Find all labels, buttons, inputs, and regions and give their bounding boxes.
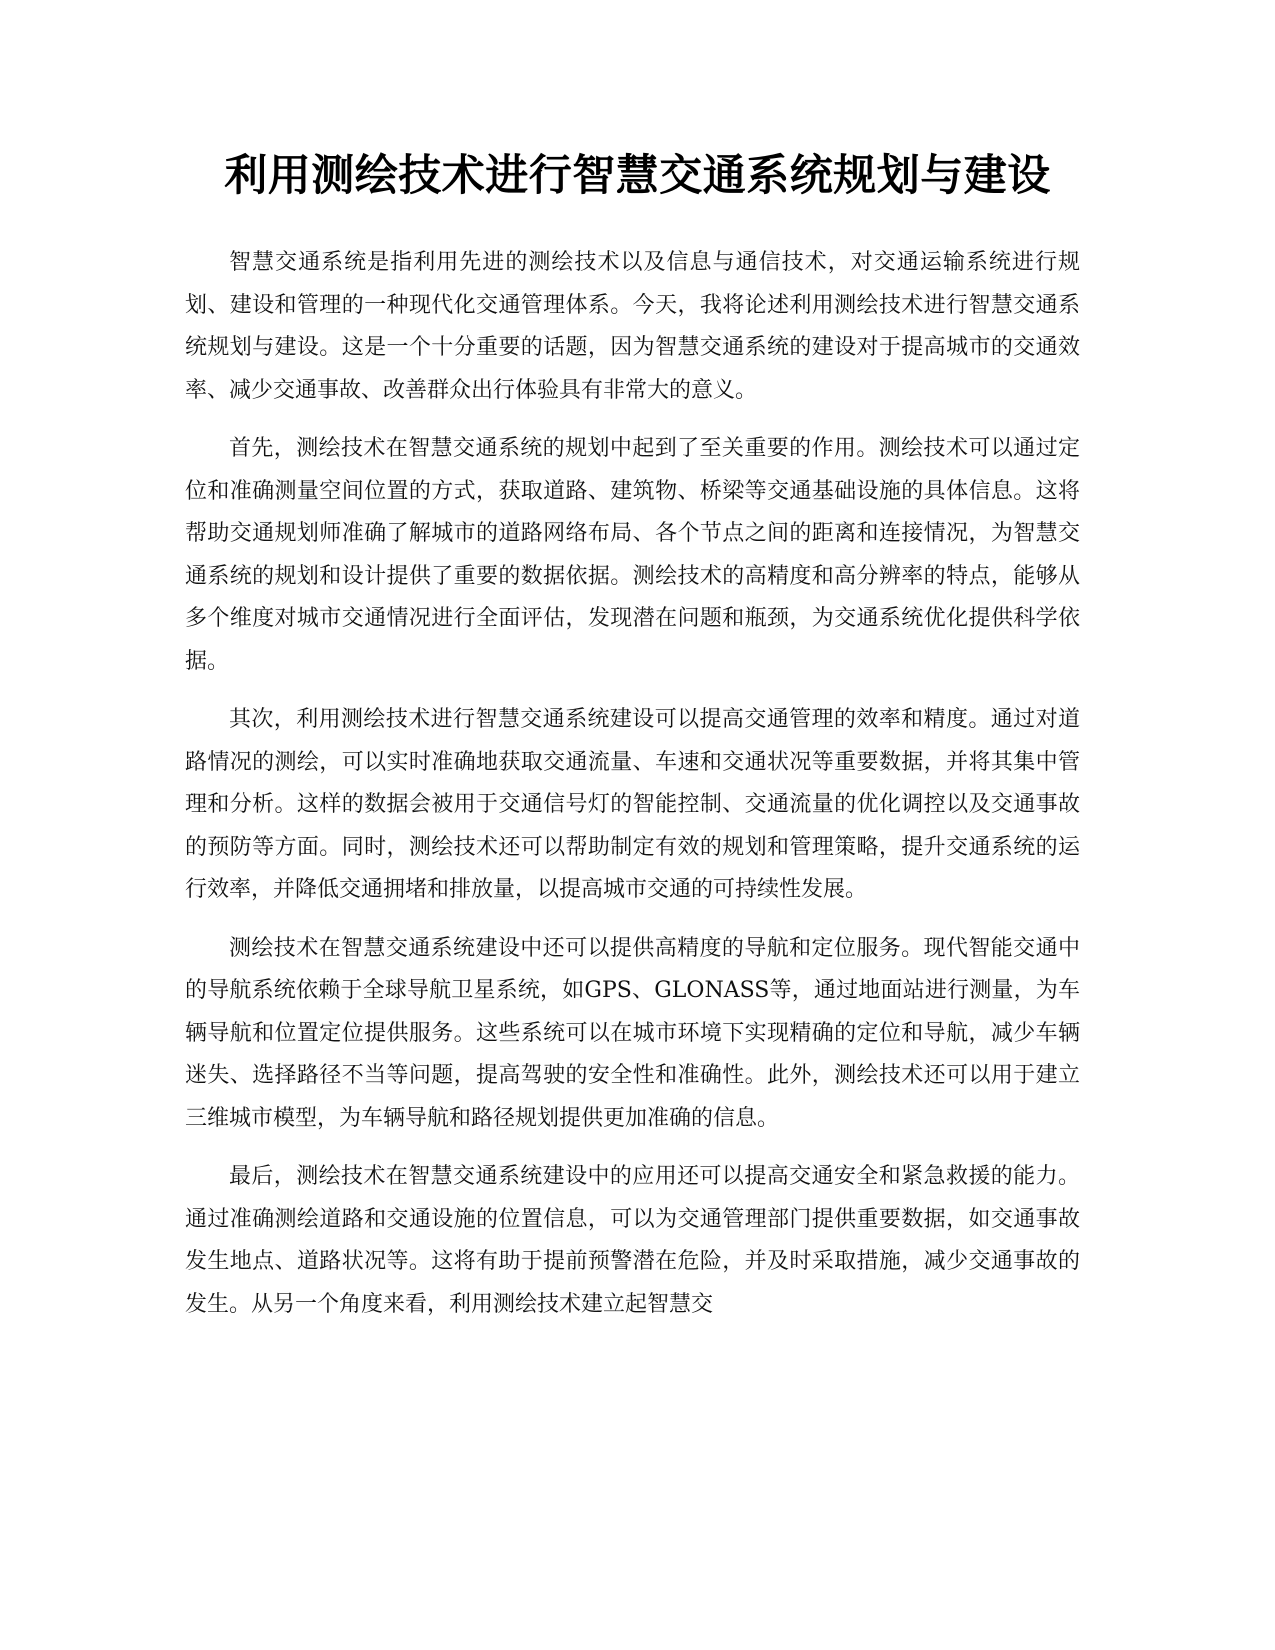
paragraph-2: 首先，测绘技术在智慧交通系统的规划中起到了至关重要的作用。测绘技术可以通过定位和准确测量空间位置的方式，获取道路、建筑物、桥梁等交通基础设施的具体信息。这将帮助交通规划师准确了解城市的道路网络布局、各个节点之间的距离和连接情况，为智慧交通系统的规划和设计提供了重要的数据依据。测绘技术的高精度和高分辨率的特点，能够从多个维度对城市交通情况进行全面评估，发现潜在问题和瓶颈，为交通系统优化提供科学依据。 [185, 436, 1080, 674]
paragraph-3: 其次，利用测绘技术进行智慧交通系统建设可以提高交通管理的效率和精度。通过对道路情况的测绘，可以实时准确地获取交通流量、车速和交通状况等重要数据，并将其集中管理和分析。这样的数据会被用于交通信号灯的智能控制、交通流量的优化调控以及交通事故的预防等方面。同时，测绘技术还可以帮助制定有效的规划和管理策略，提升交通系统的运行效率，并降低交通拥堵和排放量，以提高城市交通的可持续性发展。 [185, 707, 1080, 902]
paragraph-5: 最后，测绘技术在智慧交通系统建设中的应用还可以提高交通安全和紧急救援的能力。通过准确测绘道路和交通设施的位置信息，可以为交通管理部门提供重要数据，如交通事故发生地点、道路状况等。这将有助于提前预警潜在危险，并及时采取措施，减少交通事故的发生。从另一个角度来看，利用测绘技术建立起智慧交 [185, 1164, 1080, 1317]
paragraph-4: 测绘技术在智慧交通系统建设中还可以提供高精度的导航和定位服务。现代智能交通中的导航系统依赖于全球导航卫星系统，如GPS、GLONASS等，通过地面站进行测量，为车辆导航和位置定位提供服务。这些系统可以在城市环境下实现精确的定位和导航，减少车辆迷失、选择路径不当等问题，提高驾驶的安全性和准确性。此外，测绘技术还可以用于建立三维城市模型，为车辆导航和路径规划提供更加准确的信息。 [185, 935, 1080, 1131]
paragraph-1: 智慧交通系统是指利用先进的测绘技术以及信息与通信技术，对交通运输系统进行规划、建设和管理的一种现代化交通管理体系。今天，我将论述利用测绘技术进行智慧交通系统规划与建设。这是一个十分重要的话题，因为智慧交通系统的建设对于提高城市的交通效率、减少交通事故、改善群众出行体验具有非常大的意义。 [185, 250, 1080, 403]
document-title: 利用测绘技术进行智慧交通系统规划与建设 [224, 151, 1051, 201]
document-body [185, 242, 1080, 1342]
